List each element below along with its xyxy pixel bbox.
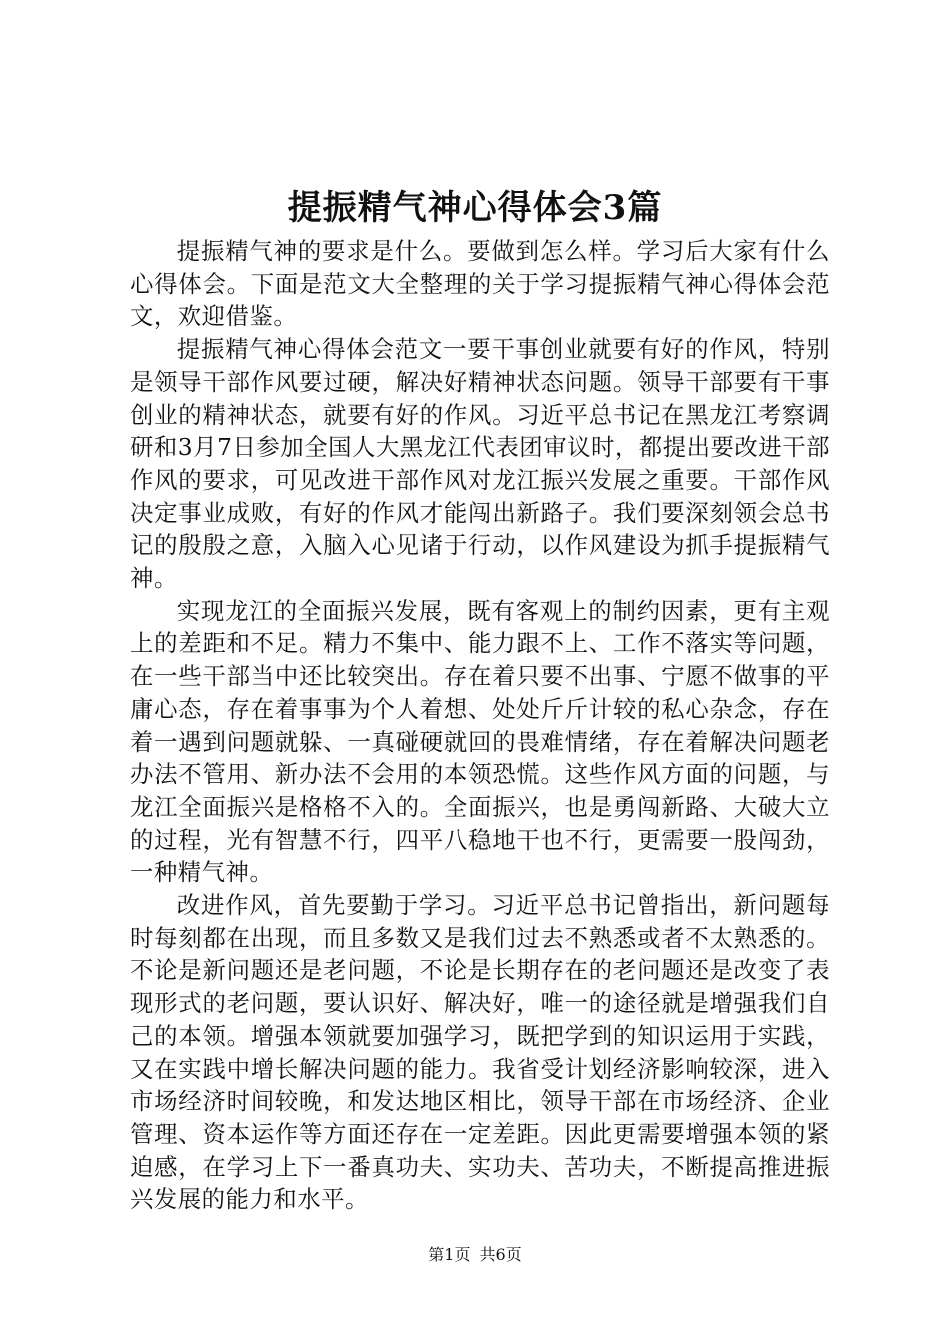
paragraph-2: 实现龙江的全面振兴发展，既有客观上的制约因素，更有主观上的差距和不足。精力不集中、能力跟不上、工作不落实等问题，在一些干部当中还比较突出。存在着只要不出事、宁愿不做事的平庸心态，存在着事事为个人着想、处处斤斤计较的私心杂念，存在着一遇到问题就躲、一真碰硬就回的畏难情绪，存在着解决问题老办法不管用、新办法不会用的本领恐慌。这些作风方面的问题，与龙江全面振兴是格格不入的。全面振兴，也是勇闯新路、大破大立的过程，光有智慧不行，四平八稳地干也不行，更需要一股闯劲，一种精气神。 bbox=[130, 596, 830, 887]
page-footer bbox=[0, 1244, 950, 1266]
paragraph-3: 改进作风，首先要勤于学习。习近平总书记曾指出，新问题每时每刻都在出现，而且多数又是我们过去不熟悉或者不太熟悉的。不论是新问题还是老问题，不论是长期存在的老问题还是改变了表现形式的老问题，要认识好、解决好，唯一的途径就是增强我们自己的本领。增强本领就要加强学习，既把学到的知识运用于实践，又在实践中增长解决问题的能力。我省受计划经济影响较深，进入市场经济时间较晚，和发达地区相比，领导干部在市场经济、企业管理、资本运作等方面还存在一定差距。因此更需要增强本领的紧迫感，在学习上下一番真功夫、实功夫、苦功夫，不断提高推进振兴发展的能力和水平。 bbox=[130, 891, 830, 1214]
paragraph-1: 提振精气神心得体会范文一要干事创业就要有好的作风，特别是领导干部作风要过硬，解决好精神状态问题。领导干部要有干事创业的精神状态，就要有好的作风。习近平总书记在黑龙江考察调研和3月7日参加全国人大黑龙江代表团审议时，都提出要改进干部作风的要求，可见改进干部作风对龙江振兴发展之重要。干部作风决定事业成败，有好的作风才能闯出新路子。我们要深刻领会总书记的殷殷之意，入脑入心见诸于行动，以作风建设为抓手提振精气神。 bbox=[130, 335, 830, 593]
page-number: 第1页 bbox=[428, 1245, 471, 1264]
paragraph-intro: 提振精气神的要求是什么。要做到怎么样。学习后大家有什么心得体会。下面是范文大全整理的关于学习提振精气神心得体会范文，欢迎借鉴。 bbox=[130, 237, 830, 331]
page-total: 共6页 bbox=[479, 1245, 522, 1264]
document-body bbox=[130, 235, 830, 1216]
document-title: 提振精气神心得体会3篇 bbox=[287, 188, 663, 228]
